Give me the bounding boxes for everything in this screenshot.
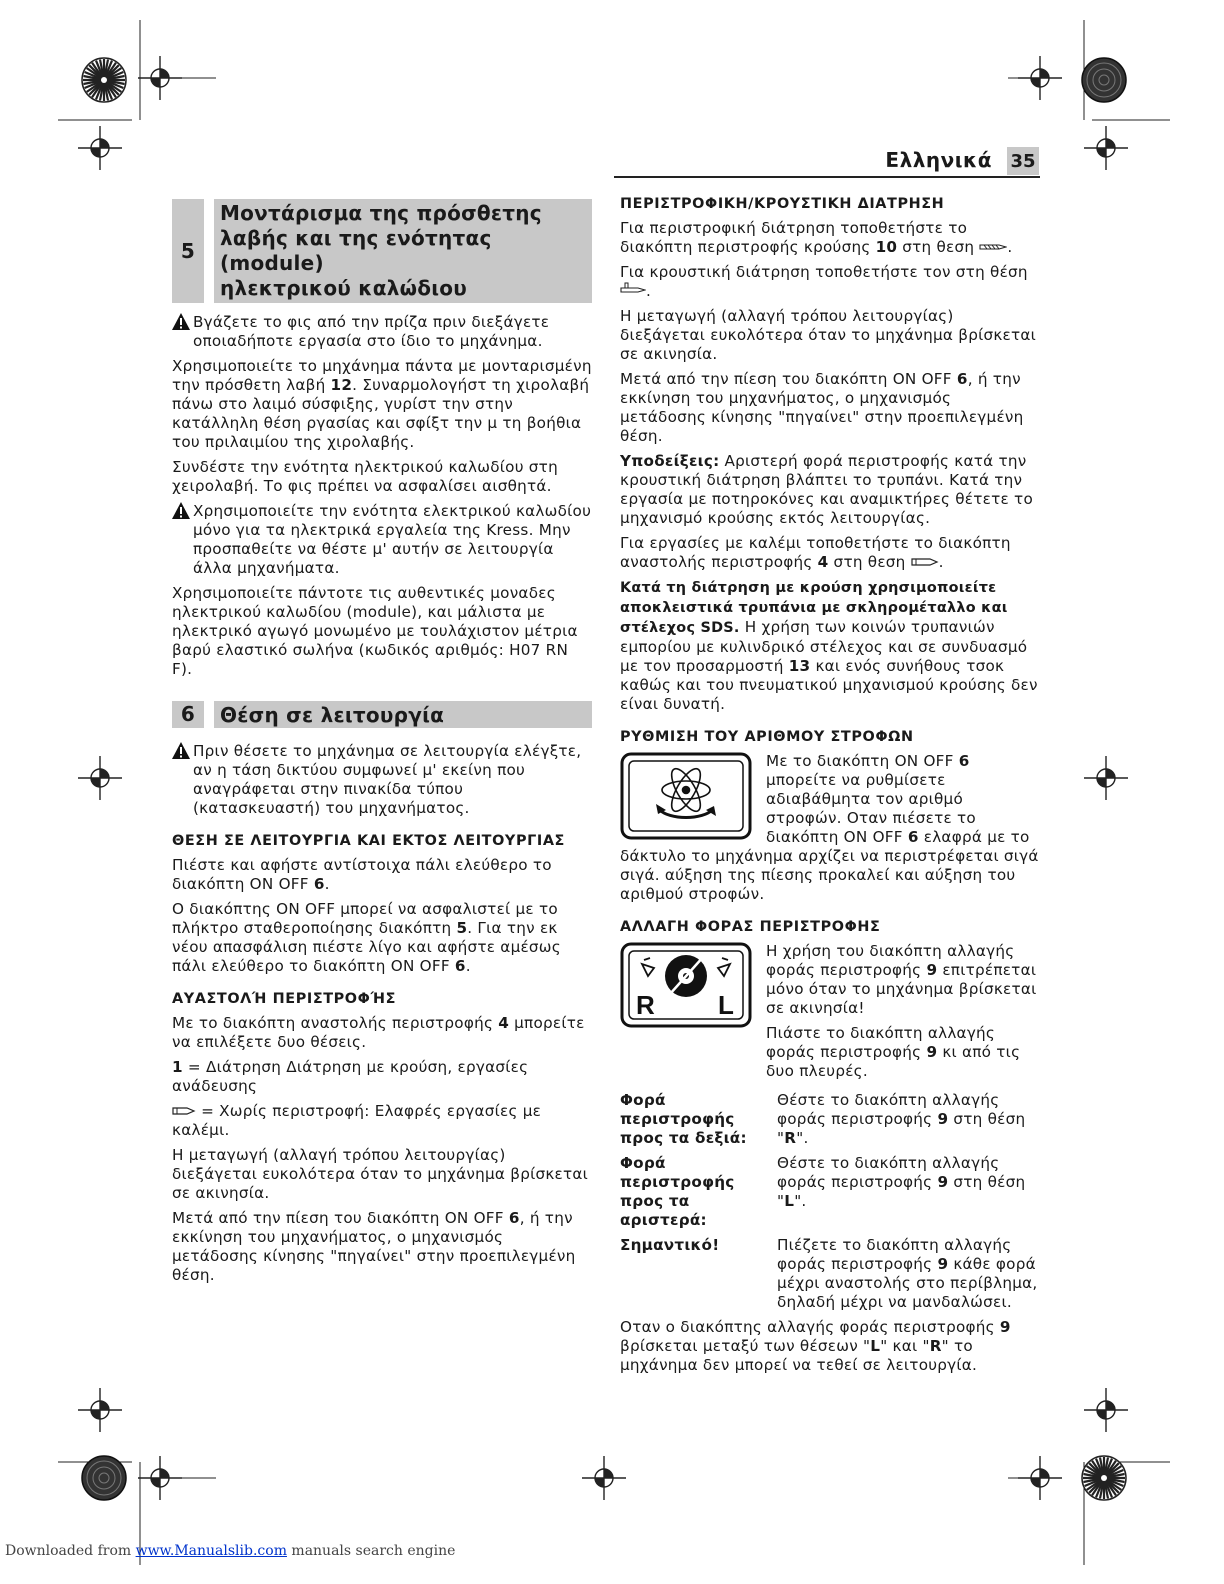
- download-footer: [5, 1543, 455, 1559]
- section-number: 5: [172, 199, 204, 303]
- hammer-drill-icon: [620, 282, 646, 296]
- paragraph: Χρησιμοποιείτε το μηχάνημα πάντα με μονταρισμένη την πρόσθετη λαβή 12. Συναρμολογήστ τη χιρολαβή πάνω στο λαιμό σύσφιξης, γυρίστ την στην κατάλληλη θέση ργασίας και σφίξτ την μ τη βοήθια του πριλαιμίου της χιρολαβής.: [172, 357, 592, 451]
- subheading: ΡΥΘΜΙΣΗ ΤΟΥ ΑΡΙΘΜΟΥ ΣΤΡΟΦΩΝ: [620, 729, 914, 745]
- section-5-heading: [172, 199, 592, 303]
- right-column: [620, 195, 1040, 1381]
- speed-control-block: Με το διακόπτη ON OFF 6 μπορείτε να ρυθμίσετε αδιαβάθμητα τον αριθμό στροφών. Οταν πιέσετε το διακόπτη ON OFF 6 ελαφρά με το δάκτυλο το μηχάνημα αρχίζει να περιστρέφεται σιγά σιγά. αύξηση της πίεσης προκαλεί και αύξηση του αριθμού στροφών.: [620, 752, 1039, 903]
- section-title: Θέση σε λειτουργία: [214, 701, 592, 728]
- direction-row-right: [620, 1091, 1040, 1148]
- paragraph: Υποδείξεις: Αριστερή φορά περιστροφής κατά την κρουστική διάτρηση βλάπτει το τρυπάνι. Κατά την εργασία με ποτηροκόνες και αναμικτήρες θέτετε το μηχανισμό κρούσης εκτός λειτουργίας.: [620, 452, 1033, 527]
- direction-r-label: R: [636, 990, 656, 1020]
- paragraph: Μετά από την πίεση του διακόπτη ON OFF 6, ή την εκκίνηση του μηχανήματος, ο μηχανισμός μετάδοσης κίνησης "πηγαίνει" στην προεπιλεγμένη θέση.: [172, 1209, 576, 1284]
- warning-text: Πριν θέσετε το μηχάνημα σε λειτουργία ελέγξτε, αν η τάση δικτύου συμφωνεί μ' εκείνη που αναγράφεται στην πινακίδα τύπου (κατασκευαστή) του μηχανήματος.: [193, 742, 582, 817]
- row-value: Πιέζετε το διακόπτη αλλαγής φοράς περιστροφής 9 κάθε φορά μέχρι αναστολής στο περίβλημα, δηλαδή μέχρι να μανδαλώσει.: [777, 1236, 1038, 1311]
- paragraph: Χρησιμοποιείτε πάντοτε τις αυθεντικές μοναδες ηλεκτρικού καλωδίου (module), και μάλιστα με ηλεκτρικό αγωγό μονωμένο με τουλάχιστον μέτρια βαρύ ελαστικό σωλήνα (κωδικός αριθμός: H07 RN F).: [172, 584, 578, 678]
- warning-icon: [172, 742, 190, 759]
- footer-prefix: Downloaded from: [5, 1543, 136, 1559]
- warning-text: Χρησιμοποιείτε την ενότητα ελεκτρικού καλωδίου μόνο για τα ηλεκτρικά εργαλεία της Kress. Μην προσπαθείτε να θέστε μ' αυτήν σε λειτουργία άλλα μηχανήματα.: [193, 502, 592, 577]
- section-title-line: λαβής και της ενότητας (module): [220, 226, 492, 275]
- header-rule: [614, 176, 1040, 178]
- paragraph: Για εργασίες με καλέμι τοποθετήστε το διακόπτη αναστολής περιστροφής 4 στη θεση .: [620, 534, 1011, 571]
- paragraph: Με το διακόπτη αναστολής περιστροφής 4 μπορείτε να επιλέξετε δυο θέσεις.: [172, 1014, 585, 1051]
- paragraph: Η μεταγωγή (αλλαγή τρόπου λειτουργίας) διεξάγεται ευκολότερα όταν το μηχάνημα βρίσκεται σε ακινησία.: [620, 307, 1037, 363]
- row-label: Σημαντικό!: [620, 1236, 720, 1254]
- footer-suffix: manuals search engine: [286, 1543, 456, 1559]
- warning-icon: [172, 502, 190, 519]
- chisel-icon: [172, 1106, 196, 1116]
- row-label: Φορά περιστροφής προς τα δεξιά:: [620, 1091, 747, 1147]
- paragraph: = Χωρίς περιστροφή: Ελαφρές εργασίες με καλέμι.: [172, 1102, 542, 1139]
- paragraph: Η χρήση του διακόπτη αλλαγής φοράς περιστροφής 9 επιτρέπεται μόνο όταν το μηχάνημα βρίσκεται σε ακινησία!: [766, 942, 1037, 1017]
- warning-paragraph: [172, 313, 592, 351]
- direction-block: [620, 942, 1040, 1087]
- paragraph: Μετά από την πίεση του διακόπτη ON OFF 6, ή την εκκίνηση του μηχανήματος, ο μηχανισμός μετάδοσης κίνησης "πηγαίνει" στην προεπιλεγμένη θέση.: [620, 370, 1024, 445]
- paragraph: Πιέστε και αφήστε αντίστοιχα πάλι ελεύθερο το διακόπτη ON OFF 6.: [172, 856, 552, 893]
- warning-icon: [172, 313, 190, 330]
- paragraph: Κατά τη διάτρηση με κρούση χρησιμοποιείτε αποκλειστικά τρυπάνια με σκληρομέταλλο και στέλεχος SDS. Η χρήση των κοινών τρυπανιών εμπορίου με κυλινδρικό στέλεχος και σε συνδυασμό με τον προσαρμοστή 13 και ενός συνήθους τσοκ καθώς και του πνευματικού μηχανισμού κρούσης δεν είναι δυνατή.: [620, 580, 1038, 713]
- row-value: Θέστε το διακόπτη αλλαγής φοράς περιστροφής 9 στη θέση "R".: [777, 1091, 1026, 1147]
- speed-control-figure: [620, 752, 752, 840]
- manualslib-link[interactable]: www.Manualslib.com: [135, 1543, 287, 1559]
- subheading: ΑΥΑΣΤΟΛΉ ΠΕΡΙΣΤΡΟΦΉΣ: [172, 991, 397, 1007]
- paragraph: Πιάστε το διακόπτη αλλαγής φοράς περιστροφής 9 κι από τις δυο πλευρές.: [766, 1024, 1021, 1080]
- left-column: [172, 199, 592, 1291]
- paragraph: Για περιστροφική διάτρηση τοποθετήστε το διακόπτη περιστροφής κρούσης 10 στη θεση .: [620, 219, 1013, 256]
- section-title-line: ηλεκτρικού καλώδιου: [220, 276, 468, 300]
- paragraph: Οταν ο διακόπτης αλλαγής φοράς περιστροφής 9 βρίσκεται μεταξύ των θέσεων "L" και "R" το μηχάνημα δεν μπορεί να τεθεί σε λειτουργία.: [620, 1318, 1011, 1374]
- page-number: 35: [1007, 147, 1039, 175]
- warning-text: Βγάζετε το φις από την πρίζα πριν διεξάγετε οποιαδήποτε εργασία στο ίδιο το μηχάνημα.: [193, 313, 550, 350]
- drill-bit-icon: [979, 242, 1007, 252]
- row-label: Φορά περιστροφής προς τα αριστερά:: [620, 1154, 735, 1229]
- subheading: ΠΕΡΙΣΤΡΟΦΙΚΗ/ΚΡΟΥΣΤΙΚΗ ΔΙΑΤΡΗΣΗ: [620, 196, 945, 212]
- row-value: Θέστε το διακόπτη αλλαγής φοράς περιστροφής 9 στη θέση "L".: [777, 1154, 1026, 1210]
- paragraph: Συνδέστε την ενότητα ηλεκτρικού καλωδίου στη χειρολαβή. Το φις πρέπει να ασφαλίσει αισθητά.: [172, 458, 558, 495]
- section-number: 6: [172, 701, 204, 728]
- subheading: ΘΕΣΗ ΣΕ ΛΕΙΤΟΥΡΓΙΑ ΚΑΙ ΕΚΤΟΣ ΛΕΙΤΟΥΡΓΙΑΣ: [172, 833, 565, 849]
- direction-row-important: [620, 1236, 1040, 1312]
- section-6-heading: [172, 701, 592, 728]
- paragraph: Η μεταγωγή (αλλαγή τρόπου λειτουργίας) διεξάγεται ευκολότερα όταν το μηχάνημα βρίσκεται σε ακινησία.: [172, 1146, 589, 1202]
- paragraph: 1 = Διάτρηση Διάτρηση με κρούση, εργασίες ανάδευσης: [172, 1058, 529, 1095]
- warning-paragraph: [172, 742, 592, 818]
- direction-switch-figure: [620, 942, 752, 1028]
- warning-paragraph: [172, 502, 592, 578]
- paragraph: Ο διακόπτης ON OFF μπορεί να ασφαλιστεί με το πλήκτρο σταθεροποίησης διακόπτη 5. Για την εκ νέου απασφάλιση πιέστε λίγο και αφήστε αμέσως πάλι ελεύθερο το διακόπτη ON OFF 6.: [172, 900, 561, 975]
- page-header-language: Ελληνικά: [885, 148, 992, 172]
- section-title: [214, 199, 592, 303]
- section-title-line: Μοντάρισμα της πρόσθετης: [220, 201, 542, 225]
- subheading: ΑΛΛΑΓΗ ΦΟΡΑΣ ΠΕΡΙΣΤΡΟΦΗΣ: [620, 919, 881, 935]
- chisel-icon: [911, 557, 939, 567]
- direction-row-left: [620, 1154, 1040, 1230]
- direction-l-label: L: [718, 990, 735, 1020]
- paragraph: Για κρουστική διάτρηση τοποθετήστε τον στη θέση .: [620, 263, 1028, 300]
